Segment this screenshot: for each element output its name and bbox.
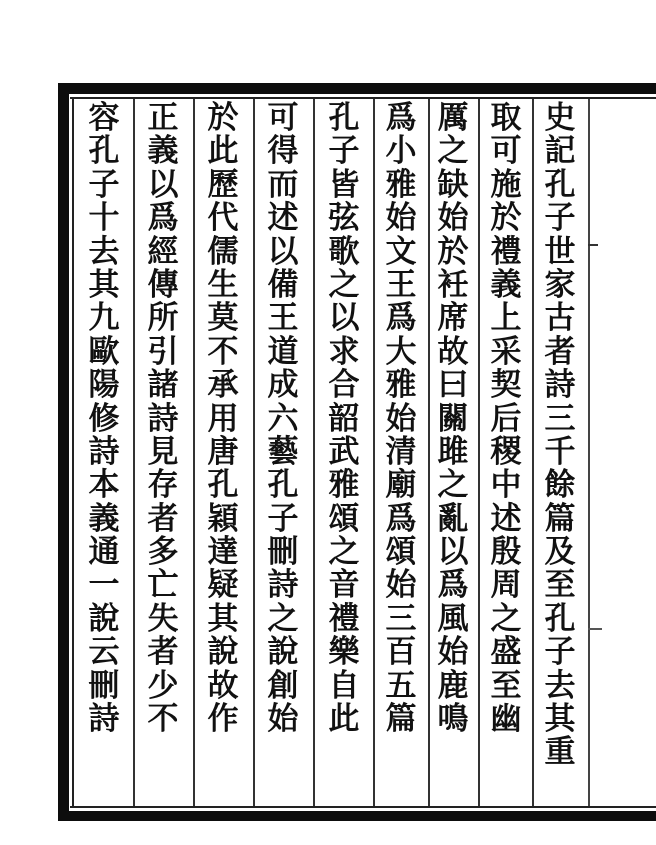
column-rule	[253, 99, 255, 806]
character: 刪	[88, 667, 120, 704]
character: 義	[147, 133, 179, 170]
frame-top-inner-border	[70, 97, 656, 99]
character: 子	[267, 500, 299, 537]
character: 所	[147, 300, 179, 337]
character: 詩	[88, 433, 120, 470]
character: 其	[88, 266, 120, 303]
column-rule	[133, 99, 135, 806]
character: 厲	[437, 100, 469, 136]
character: 不	[207, 333, 239, 370]
character: 可	[490, 133, 522, 170]
character: 以	[328, 300, 360, 337]
character: 得	[267, 133, 299, 170]
character: 去	[544, 667, 576, 704]
character: 重	[544, 734, 576, 771]
character: 少	[147, 667, 179, 704]
character: 以	[147, 166, 179, 203]
character: 幽	[490, 701, 522, 738]
character: 傳	[147, 266, 179, 303]
character: 用	[207, 400, 239, 437]
character: 采	[490, 333, 522, 370]
character: 篇	[544, 500, 576, 537]
character: 不	[147, 701, 179, 738]
frame-bottom-inner-border	[70, 806, 656, 808]
character: 史	[544, 100, 576, 136]
character: 代	[207, 200, 239, 237]
character: 以	[267, 233, 299, 270]
character: 以	[437, 534, 469, 571]
character: 百	[385, 634, 417, 671]
character: 小	[385, 133, 417, 170]
character: 王	[267, 300, 299, 337]
character: 五	[385, 667, 417, 704]
character: 頌	[328, 500, 360, 537]
character: 三	[544, 400, 576, 437]
character: 修	[88, 400, 120, 437]
text-column	[426, 102, 480, 736]
character: 施	[490, 166, 522, 203]
character: 缺	[437, 166, 469, 203]
character: 詩	[544, 367, 576, 404]
character: 孔	[267, 467, 299, 504]
character: 合	[328, 367, 360, 404]
character: 頌	[385, 534, 417, 571]
character: 說	[207, 634, 239, 671]
character: 其	[544, 701, 576, 738]
character: 而	[267, 166, 299, 203]
character: 道	[267, 333, 299, 370]
character: 達	[207, 534, 239, 571]
character: 席	[437, 300, 469, 337]
frame-bottom-border	[58, 811, 656, 821]
character: 見	[147, 433, 179, 470]
character: 始	[437, 200, 469, 237]
character: 千	[544, 433, 576, 470]
character: 衽	[437, 266, 469, 303]
character: 雅	[385, 367, 417, 404]
character: 故	[207, 667, 239, 704]
character: 周	[490, 567, 522, 604]
character: 通	[88, 534, 120, 571]
character: 陽	[88, 367, 120, 404]
character: 本	[88, 467, 120, 504]
frame-top-border	[58, 83, 656, 94]
character: 求	[328, 333, 360, 370]
character: 之	[490, 600, 522, 637]
character: 雎	[437, 433, 469, 470]
character: 雅	[328, 467, 360, 504]
character: 孔	[88, 133, 120, 170]
column-rule	[313, 99, 315, 806]
character: 大	[385, 333, 417, 370]
character: 詩	[88, 701, 120, 738]
character: 始	[385, 400, 417, 437]
text-column	[479, 102, 533, 736]
margin-tick	[588, 628, 602, 630]
character: 詩	[267, 567, 299, 604]
character: 孔	[328, 100, 360, 136]
character: 爲	[385, 300, 417, 337]
character: 風	[437, 600, 469, 637]
character: 莫	[207, 300, 239, 337]
character: 其	[207, 600, 239, 637]
character: 及	[544, 534, 576, 571]
character: 容	[88, 100, 120, 136]
character: 引	[147, 333, 179, 370]
character: 歌	[328, 233, 360, 270]
character: 清	[385, 433, 417, 470]
character: 唐	[207, 433, 239, 470]
character: 疑	[207, 567, 239, 604]
character: 此	[207, 133, 239, 170]
character: 孔	[544, 166, 576, 203]
character: 去	[88, 233, 120, 270]
character: 諸	[147, 367, 179, 404]
character: 正	[147, 100, 179, 136]
character: 武	[328, 433, 360, 470]
character: 鳴	[437, 701, 469, 738]
character: 於	[437, 233, 469, 270]
text-column	[256, 102, 310, 736]
character: 爲	[385, 500, 417, 537]
character: 者	[147, 634, 179, 671]
character: 述	[490, 500, 522, 537]
character: 述	[267, 200, 299, 237]
character: 一	[88, 567, 120, 604]
text-column	[317, 102, 371, 736]
character: 雅	[385, 166, 417, 203]
character: 存	[147, 467, 179, 504]
character: 至	[544, 567, 576, 604]
character: 歷	[207, 166, 239, 203]
text-column	[136, 102, 190, 736]
character: 義	[490, 266, 522, 303]
character: 亂	[437, 500, 469, 537]
character: 后	[490, 400, 522, 437]
text-column	[374, 102, 428, 736]
character: 詩	[147, 400, 179, 437]
character: 備	[267, 266, 299, 303]
character: 可	[267, 100, 299, 136]
character: 餘	[544, 467, 576, 504]
column-rule	[588, 99, 590, 806]
column-rule	[193, 99, 195, 806]
character: 古	[544, 300, 576, 337]
character: 孔	[544, 600, 576, 637]
character: 音	[328, 567, 360, 604]
character: 之	[437, 467, 469, 504]
character: 爲	[147, 200, 179, 237]
character: 取	[490, 100, 522, 136]
character: 自	[328, 667, 360, 704]
character: 子	[544, 634, 576, 671]
character: 九	[88, 300, 120, 337]
character: 始	[385, 200, 417, 237]
character: 子	[328, 133, 360, 170]
character: 之	[328, 266, 360, 303]
character: 刪	[267, 534, 299, 571]
character: 世	[544, 233, 576, 270]
character: 關	[437, 400, 469, 437]
text-column	[196, 102, 250, 736]
character: 多	[147, 534, 179, 571]
character: 亡	[147, 567, 179, 604]
character: 弦	[328, 200, 360, 237]
character: 記	[544, 133, 576, 170]
character: 上	[490, 300, 522, 337]
character: 於	[207, 100, 239, 136]
character: 十	[88, 200, 120, 237]
character: 爲	[437, 567, 469, 604]
character: 韶	[328, 400, 360, 437]
character: 曰	[437, 367, 469, 404]
character: 儒	[207, 233, 239, 270]
character: 契	[490, 367, 522, 404]
character: 王	[385, 266, 417, 303]
character: 故	[437, 333, 469, 370]
character: 穎	[207, 500, 239, 537]
character: 成	[267, 367, 299, 404]
character: 六	[267, 400, 299, 437]
character: 藝	[267, 433, 299, 470]
text-column	[77, 102, 131, 736]
character: 文	[385, 233, 417, 270]
character: 皆	[328, 166, 360, 203]
character: 三	[385, 600, 417, 637]
frame-left-border	[58, 83, 69, 821]
text-column	[533, 102, 587, 770]
character: 此	[328, 701, 360, 738]
character: 中	[490, 467, 522, 504]
character: 爲	[385, 100, 417, 136]
character: 孔	[207, 467, 239, 504]
character: 鹿	[437, 667, 469, 704]
character: 生	[207, 266, 239, 303]
character: 家	[544, 266, 576, 303]
character: 盛	[490, 634, 522, 671]
margin-tick	[588, 244, 598, 246]
character: 云	[88, 634, 120, 671]
character: 於	[490, 200, 522, 237]
character: 樂	[328, 634, 360, 671]
character: 禮	[328, 600, 360, 637]
character: 之	[328, 534, 360, 571]
character: 始	[385, 567, 417, 604]
character: 創	[267, 667, 299, 704]
character: 稷	[490, 433, 522, 470]
character: 經	[147, 233, 179, 270]
character: 子	[544, 200, 576, 237]
character: 說	[267, 634, 299, 671]
character: 至	[490, 667, 522, 704]
frame-left-inner-border	[72, 97, 74, 808]
character: 失	[147, 600, 179, 637]
character: 廟	[385, 467, 417, 504]
character: 者	[147, 500, 179, 537]
character: 義	[88, 500, 120, 537]
character: 說	[88, 600, 120, 637]
character: 子	[88, 166, 120, 203]
character: 殷	[490, 534, 522, 571]
character: 始	[267, 701, 299, 738]
character: 者	[544, 333, 576, 370]
character: 禮	[490, 233, 522, 270]
character: 承	[207, 367, 239, 404]
character: 始	[437, 634, 469, 671]
character: 之	[267, 600, 299, 637]
character: 篇	[385, 701, 417, 738]
character: 歐	[88, 333, 120, 370]
character: 之	[437, 133, 469, 170]
character: 作	[207, 701, 239, 738]
